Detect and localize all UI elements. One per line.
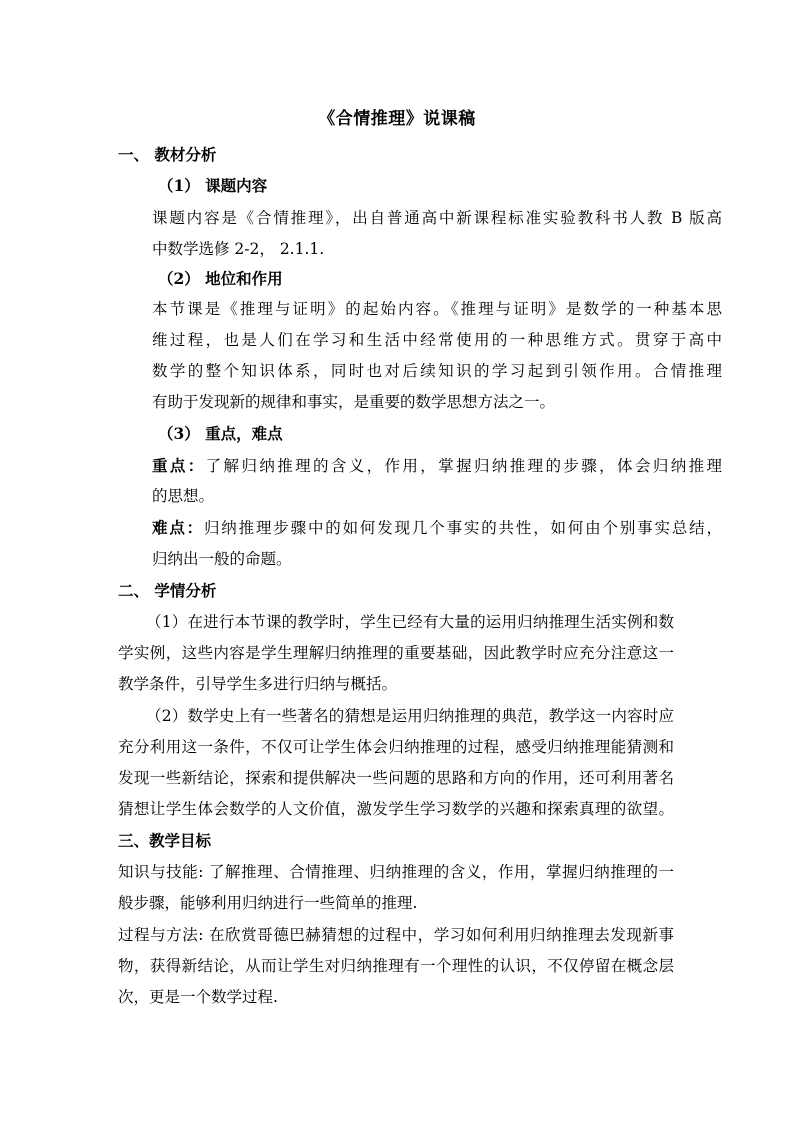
subsection-heading-1-3: （3） 重点，难点 <box>158 424 283 443</box>
paragraph-line: （2）数学史上有一些著名的猜想是运用归纳推理的典范，教学这一内容时应 <box>146 707 674 725</box>
paragraph-line: 般步骤，能够利用归纳进行一些简单的推理. <box>118 894 418 912</box>
subsection-heading-1-2: （2） 地位和作用 <box>158 269 283 288</box>
paragraph-line: 充分利用这一条件，不仅可让学生体会归纳推理的过程，感受归纳推理能猜测和 <box>118 738 674 756</box>
paragraph-line: 中数学选修 2-2， 2.1.1. <box>152 240 325 258</box>
paragraph-line: （1）在进行本节课的教学时，学生已经有大量的运用归纳推理生活实例和数 <box>146 613 674 631</box>
paragraph-line: 归纳出一般的命题。 <box>152 550 292 568</box>
paragraph-line: 学实例，这些内容是学生理解归纳推理的重要基础，因此教学时应充分注意这一 <box>118 644 674 662</box>
key-point-label: 重点： <box>152 456 206 475</box>
difficulty-line <box>152 517 722 539</box>
section-heading-1: 一、 教材分析 <box>118 145 217 164</box>
section-heading-3: 三、教学目标 <box>118 831 212 850</box>
subsection-heading-1-1: （1） 课题内容 <box>158 176 268 195</box>
paragraph-line: 知识与技能: 了解推理、合情推理、归纳推理的含义，作用，掌握归纳推理的一 <box>118 863 674 881</box>
paragraph-line: 猜想让学生体会数学的人文价值，激发学生学习数学的兴趣和探索真理的欲望。 <box>118 800 674 818</box>
paragraph-line: 教学条件，引导学生多进行归纳与概括。 <box>118 675 398 693</box>
paragraph-line: 次，更是一个数学过程. <box>118 988 278 1006</box>
paragraph-line: 物，获得新结论，从而让学生对归纳推理有一个理性的认识，不仅停留在概念层 <box>118 957 674 975</box>
paragraph-line: 的思想。 <box>152 487 215 505</box>
section-heading-2: 二、 学情分析 <box>118 581 217 600</box>
paragraph-line: 数学的整个知识体系，同时也对后续知识的学习起到引领作用。合情推理 <box>152 362 722 380</box>
paragraph-line: 维过程，也是人们在学习和生活中经常使用的一种思维方式。贯穿于高中 <box>152 331 722 349</box>
paragraph-line: 发现一些新结论，探索和提供解决一些问题的思路和方向的作用，还可利用著名 <box>118 769 674 787</box>
document-title: 《合情推理》说课稿 <box>318 109 476 129</box>
paragraph-line: 课题内容是《合情推理》，出自普通高中新课程标准实验教科书人教 B 版高 <box>152 209 722 227</box>
paragraph-line: 本节课是《推理与证明》的起始内容。《推理与证明》是数学的一种基本思 <box>152 300 722 318</box>
key-point-line <box>152 455 722 477</box>
difficulty-label: 难点： <box>152 518 204 537</box>
paragraph-line: 过程与方法: 在欣赏哥德巴赫猜想的过程中，学习如何利用归纳推理去发现新事 <box>118 926 674 944</box>
key-point-text: 了解归纳推理的含义，作用，掌握归纳推理的步骤，体会归纳推理 <box>205 457 722 475</box>
paragraph-line: 有助于发现新的规律和事实，是重要的数学思想方法之一。 <box>152 393 556 411</box>
difficulty-text: 归纳推理步骤中的如何发现几个事实的共性，如何由个别事实总结， <box>203 519 722 537</box>
